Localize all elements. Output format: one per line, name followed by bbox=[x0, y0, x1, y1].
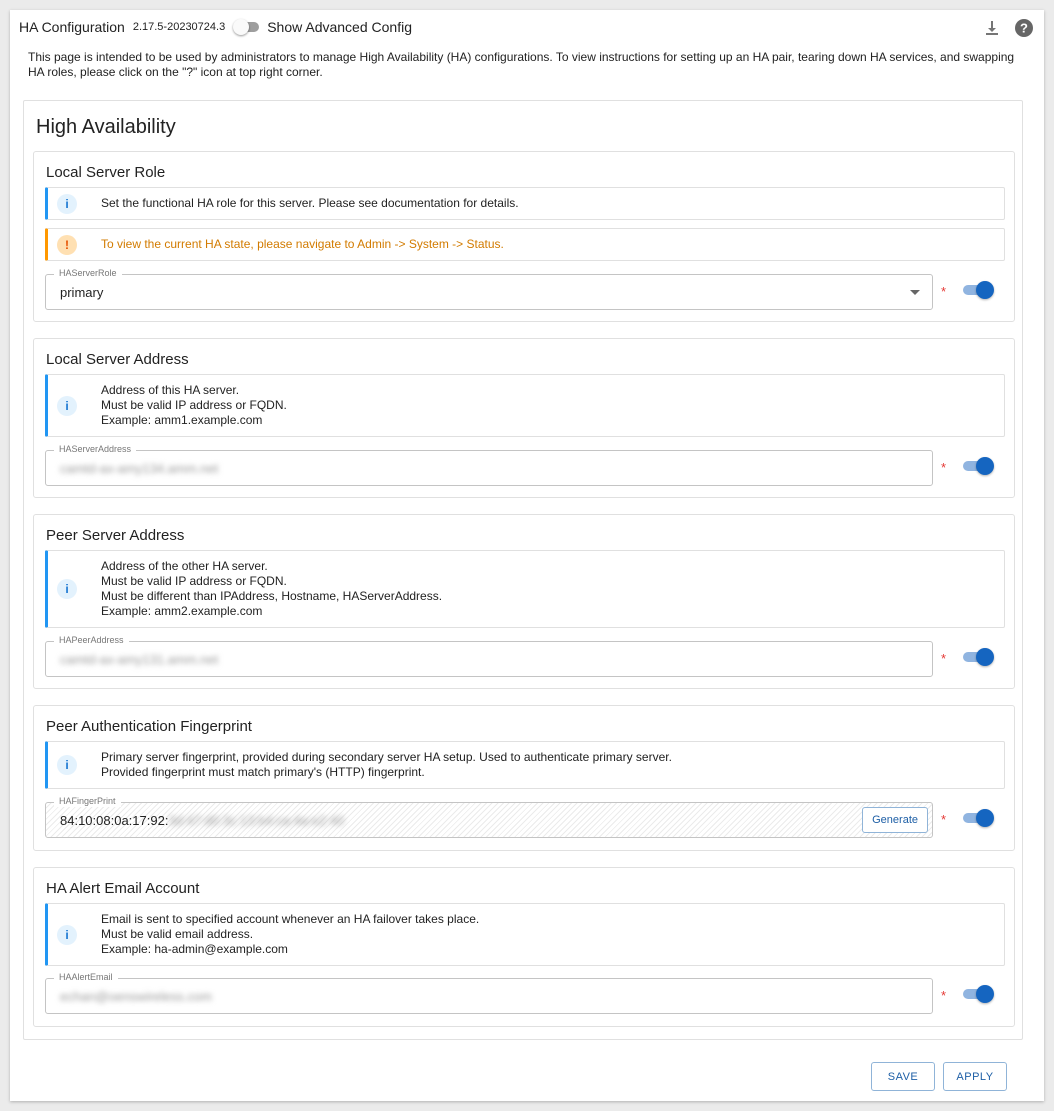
field-label: HAFingerPrint bbox=[54, 795, 121, 807]
ha-configuration-panel bbox=[10, 10, 1044, 1101]
advanced-config-label: Show Advanced Config bbox=[267, 19, 412, 35]
help-icon[interactable] bbox=[1014, 18, 1034, 38]
alert-line: Must be valid email address. bbox=[101, 927, 254, 941]
info-icon: i bbox=[57, 579, 77, 599]
alert-line: Email is sent to specified account whenever an HA failover takes place. bbox=[101, 912, 480, 926]
alert-line: Example: ha-admin@example.com bbox=[101, 942, 288, 956]
required-marker: * bbox=[941, 988, 947, 1003]
toggle-knob bbox=[976, 457, 994, 475]
field-value: primary bbox=[60, 285, 104, 300]
section-title: Local Server Role bbox=[46, 164, 166, 181]
info-icon: i bbox=[57, 755, 77, 775]
alert-text bbox=[101, 383, 287, 428]
alert-line: Address of this HA server. bbox=[101, 383, 240, 397]
apply-button[interactable]: APPLY bbox=[943, 1062, 1007, 1091]
info-icon: i bbox=[57, 925, 77, 945]
alert-text: Set the functional HA role for this server. Please see documentation for details. bbox=[101, 196, 519, 210]
field-value: camtd-ax-amy134.amm.net bbox=[60, 461, 219, 476]
alert-line: Address of the other HA server. bbox=[101, 559, 268, 573]
required-marker: * bbox=[941, 284, 947, 299]
field-label: HAPeerAddress bbox=[54, 634, 129, 646]
section-title: Peer Authentication Fingerprint bbox=[46, 718, 252, 735]
alert-line: Must be different than IPAddress, Hostname, HAServerAddress. bbox=[101, 589, 443, 603]
required-marker: * bbox=[941, 812, 947, 827]
field-label: HAAlertEmail bbox=[54, 971, 118, 983]
field-value bbox=[60, 813, 344, 828]
section-peer-server-address bbox=[33, 514, 1015, 689]
section-title: Local Server Address bbox=[46, 351, 189, 368]
alert-line: Primary server fingerprint, provided during secondary server HA setup. Used to authenticate primary server. bbox=[101, 750, 672, 764]
info-alert bbox=[45, 187, 1005, 220]
ha-alert-email-input[interactable] bbox=[45, 972, 933, 1014]
info-alert bbox=[45, 550, 1005, 628]
email-enable-toggle[interactable] bbox=[963, 987, 993, 1001]
alert-text bbox=[101, 912, 479, 957]
svg-text:?: ? bbox=[1020, 20, 1028, 36]
toggle-knob bbox=[976, 648, 994, 666]
alert-line: Provided fingerprint must match primary's (HTTP) fingerprint. bbox=[101, 765, 425, 779]
alert-line: Must be valid IP address or FQDN. bbox=[101, 398, 287, 412]
peer-enable-toggle[interactable] bbox=[963, 650, 993, 664]
alert-text: To view the current HA state, please navigate to Admin -> System -> Status. bbox=[101, 237, 504, 251]
chevron-down-icon bbox=[910, 290, 920, 295]
info-alert bbox=[45, 903, 1005, 966]
warning-alert bbox=[45, 228, 1005, 261]
ha-fingerprint-input[interactable] bbox=[45, 796, 933, 838]
download-icon[interactable] bbox=[982, 18, 1002, 38]
info-alert bbox=[45, 374, 1005, 437]
section-peer-fingerprint bbox=[33, 705, 1015, 851]
required-marker: * bbox=[941, 651, 947, 666]
alert-line: Example: amm1.example.com bbox=[101, 413, 263, 427]
advanced-config-toggle[interactable] bbox=[235, 22, 259, 32]
toggle-knob bbox=[976, 281, 994, 299]
alert-line: Must be valid IP address or FQDN. bbox=[101, 574, 287, 588]
section-title: Peer Server Address bbox=[46, 527, 185, 544]
warning-icon: ! bbox=[57, 235, 77, 255]
field-value: echan@oenswireless.com bbox=[60, 989, 212, 1004]
section-local-server-role bbox=[33, 151, 1015, 322]
high-availability-card bbox=[23, 100, 1023, 1040]
ha-peer-address-input[interactable] bbox=[45, 635, 933, 677]
info-icon: i bbox=[57, 396, 77, 416]
intro-text: This page is intended to be used by administrators to manage High Availability (HA) configurations. To view instructions for setting up an HA pair, tearing down HA services, and swapping HA roles, please click on the "?" icon at top right corner. bbox=[28, 50, 1015, 79]
version-label: 2.17.5-20230724.3 bbox=[132, 21, 226, 33]
field-value: camtd-ax-amy131.amm.net bbox=[60, 652, 219, 667]
section-title: HA Alert Email Account bbox=[46, 880, 200, 897]
alert-text bbox=[101, 559, 442, 619]
page-title: HA Configuration bbox=[19, 19, 125, 35]
info-icon: i bbox=[57, 194, 77, 214]
info-alert bbox=[45, 741, 1005, 789]
header-bar bbox=[19, 17, 412, 37]
ha-server-address-input[interactable] bbox=[45, 444, 933, 486]
role-enable-toggle[interactable] bbox=[963, 283, 993, 297]
section-local-server-address bbox=[33, 338, 1015, 498]
save-button[interactable]: SAVE bbox=[871, 1062, 935, 1091]
fingerprint-visible: 84:10:08:0a:17:92: bbox=[60, 813, 169, 828]
fingerprint-enable-toggle[interactable] bbox=[963, 811, 993, 825]
alert-text bbox=[101, 750, 672, 780]
required-marker: * bbox=[941, 460, 947, 475]
toggle-knob bbox=[976, 809, 994, 827]
fingerprint-hidden: 3d:47:d0:3c:13:b4:ca:4a:e2:40 bbox=[168, 813, 345, 828]
header-actions bbox=[982, 18, 1034, 38]
alert-line: Example: amm2.example.com bbox=[101, 604, 263, 618]
address-enable-toggle[interactable] bbox=[963, 459, 993, 473]
field-label: HAServerAddress bbox=[54, 443, 136, 455]
ha-server-role-select[interactable] bbox=[45, 268, 933, 310]
generate-button[interactable]: Generate bbox=[862, 807, 928, 833]
field-label: HAServerRole bbox=[54, 267, 122, 279]
toggle-knob bbox=[976, 985, 994, 1003]
toggle-knob bbox=[233, 19, 249, 35]
card-title: High Availability bbox=[36, 116, 176, 138]
section-alert-email bbox=[33, 867, 1015, 1027]
